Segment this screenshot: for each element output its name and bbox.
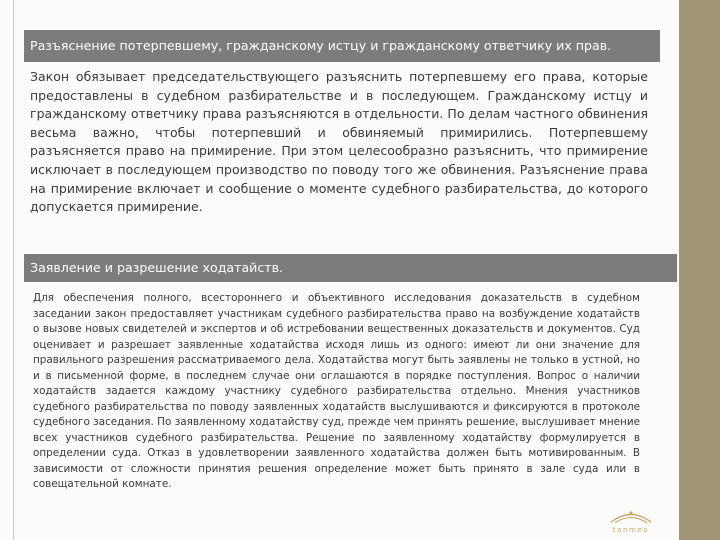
logo-mark-icon xyxy=(611,511,651,523)
right-decorative-strip xyxy=(679,0,720,540)
section-1-body: Закон обязывает председательствующего разъяснить потерпевшему его права, которые предоставлены в судебном разбирательстве и в последующем. Гражданскому истцу и гражданскому ответчику права разъясняются в отдельности. По делам частного обвинения весьма важно, чтобы потерпевший и обвиняемый примирились. Потерпевшему разъясняется право на примирение. При этом целесообразно разъяснить, что примирение исключает в последующем производство по поводу того же обвинения. Разъяснение права на примирение включает и сообщение о моменте судебного разбирательства, до которого допускается примирение. xyxy=(30,69,648,215)
left-divider-line xyxy=(13,0,14,540)
section-2-body: Для обеспечения полного, всестороннего и объективного исследования доказательств в судебном заседании закон предоставляет участникам судебного разбирательства право на возбуждение ходатайств о вызове новых свидетелей и экспертов и об истребовании вещественных доказательств и документов. Суд оценивает и разрешает заявленные ходатайства исходя лишь из одного: имеют ли они значение для правильного разрешения рассматриваемого дела. Ходатайства могут быть заявлены не только в устной, но и в письменной форме, в последнем случае они оглашаются в порядке поступления. Вопрос о наличии ходатайств задается каждому участнику судебного разбирательства отдельно. Мнения участников судебного разбирательства по поводу заявленных ходатайств выслушиваются и фиксируются в протоколе судебного заседания. По заявленному ходатайству суд, прежде чем принять решение, выслушивает мнение всех участников судебного разбирательства. Решение по заявленному ходатайству формулируется в определении суда. Отказ в удовлетворении заявленного ходатайства должен быть мотивированным. В зависимости от сложности принятия решения определение может быть принято в зале суда или в совещательной комнате. xyxy=(33,292,640,490)
section-1-title: Разъяснение потерпевшему, гражданскому истцу и гражданскому ответчику их прав. xyxy=(24,30,660,62)
section-2-title: Заявление и разрешение ходатайств. xyxy=(24,254,677,282)
brand-logo xyxy=(597,508,665,534)
logo-wordmark: tanmeo xyxy=(612,526,650,534)
